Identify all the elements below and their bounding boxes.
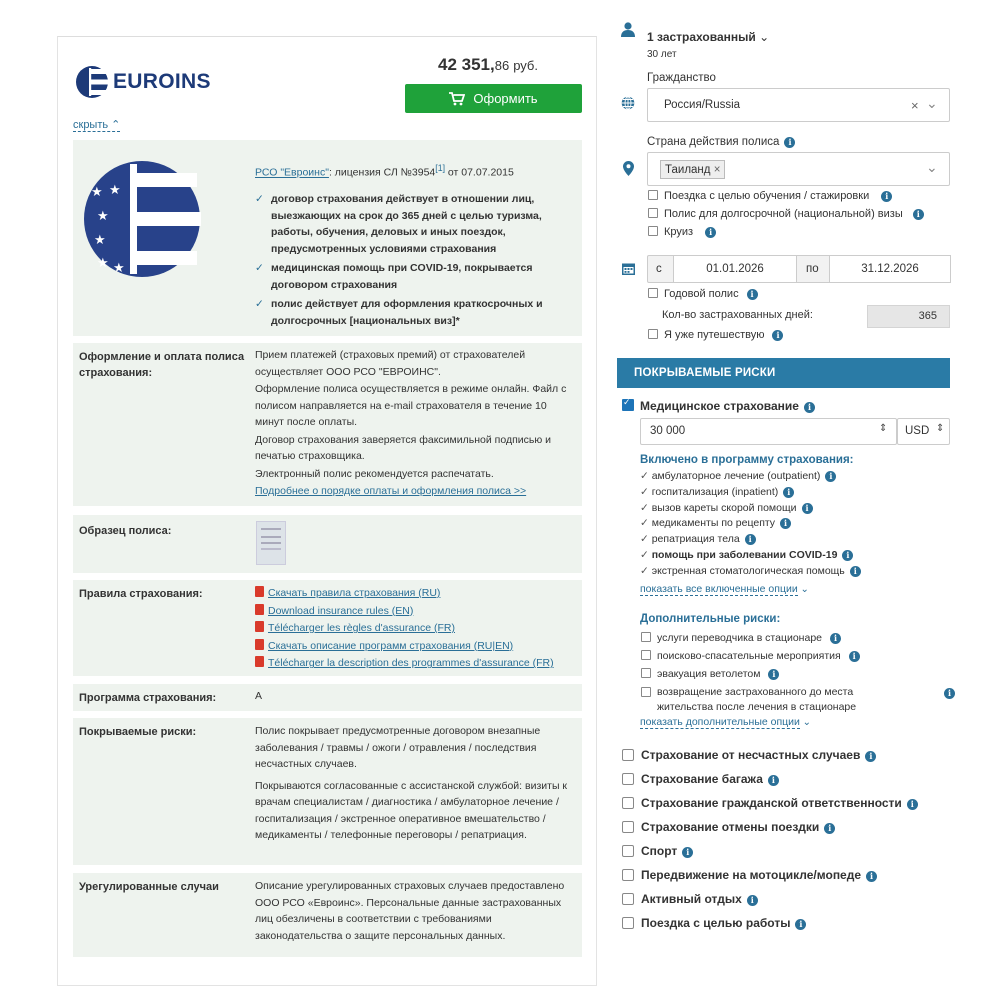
included-text: экстренная стоматологическая помощь xyxy=(651,564,845,577)
payment-p4: Электронный полис рекомендуется распечатать. xyxy=(255,467,494,480)
checkbox[interactable] xyxy=(622,821,634,833)
license-sup[interactable]: [1] xyxy=(435,163,445,173)
included-list xyxy=(640,469,861,580)
info-icon[interactable]: i xyxy=(705,227,716,238)
checkbox[interactable] xyxy=(648,226,658,236)
chevron-up-icon: ⌃ xyxy=(111,119,121,131)
currency-value: USD xyxy=(905,425,930,437)
risk-option[interactable] xyxy=(622,887,918,911)
svg-text:★: ★ xyxy=(109,183,121,198)
payment-row xyxy=(73,343,582,506)
claims-row xyxy=(73,873,582,957)
sample-row xyxy=(73,515,582,573)
days-label: Кол-во застрахованных дней: xyxy=(662,309,813,321)
risk-option[interactable] xyxy=(622,911,918,935)
sum-value: 30 000 xyxy=(650,425,686,437)
included-item xyxy=(640,532,861,548)
info-icon[interactable]: i xyxy=(783,487,794,498)
risks-text xyxy=(255,723,575,845)
additional-text: возвращение застрахованного до места жительства после лечения в стационаре xyxy=(657,686,857,713)
company-row xyxy=(73,140,582,336)
info-icon[interactable]: i xyxy=(907,799,918,810)
rules-label: Правила страхования: xyxy=(79,588,203,600)
risk-label: Страхование отмены поездки xyxy=(641,820,820,834)
country-tag[interactable] xyxy=(660,160,725,179)
option-study[interactable] xyxy=(648,190,892,202)
citizenship-label: Гражданство xyxy=(647,72,716,84)
payment-p3: Договор страхования заверяется факсимильной подписью и печатью страховщика. xyxy=(255,433,551,462)
risks-label: Покрываемые риски: xyxy=(79,726,197,738)
info-icon[interactable]: i xyxy=(913,209,924,220)
claims-label: Урегулированные случаи xyxy=(79,881,219,893)
program-value: А xyxy=(255,690,263,702)
country-select[interactable] xyxy=(647,152,950,186)
rules-link[interactable]: Скачать правила страхования (RU) xyxy=(268,587,441,599)
offer-card xyxy=(57,36,597,986)
checkbox[interactable] xyxy=(622,917,634,929)
buy-button-label: Оформить xyxy=(473,91,538,106)
info-icon[interactable]: i xyxy=(747,289,758,300)
pdf-icon xyxy=(255,639,264,650)
other-risks-list xyxy=(622,743,918,935)
chevron-down-icon: ⌄ xyxy=(797,584,809,595)
rules-link[interactable]: Скачать описание программ страхования (RU|EN) xyxy=(268,639,514,652)
option-study-label: Поездка с целью обучения / стажировки xyxy=(664,190,870,202)
claims-text: Описание урегулированных страховых случаев предоставлено ООО РСО «Евроинс». Персональные данные застрахованных лиц обезличены в соответствии с требованиями законодательства о защите персональных данных. xyxy=(255,880,565,942)
additional-item[interactable] xyxy=(641,665,906,683)
insured-age: 30 лет xyxy=(647,49,677,60)
risks-header: ПОКРЫВАЕМЫЕ РИСКИ xyxy=(617,358,950,388)
date-to-input[interactable]: 31.12.2026 xyxy=(829,255,951,283)
info-icon[interactable]: i xyxy=(944,688,955,699)
chevron-down-icon: ⌄ xyxy=(759,30,770,44)
risk-option[interactable] xyxy=(622,839,918,863)
risk-option[interactable] xyxy=(622,815,918,839)
svg-text:★: ★ xyxy=(113,261,125,276)
program-label: Программа страхования: xyxy=(79,692,217,704)
included-text: амбулаторное лечение (outpatient) xyxy=(651,470,821,482)
risk-label: Активный отдых xyxy=(641,892,742,906)
hide-link[interactable] xyxy=(73,119,120,132)
calendar-icon xyxy=(622,262,635,275)
feature-item: ✓ медицинская помощь при COVID-19, покрывается договором страхования xyxy=(255,260,575,293)
risk-label: Передвижение на мотоцикле/мопеде xyxy=(641,868,862,882)
insured-title: 1 застрахованный xyxy=(647,30,756,44)
additional-item[interactable] xyxy=(641,629,906,647)
risk-option[interactable] xyxy=(622,863,918,887)
risk-label: Страхование от несчастных случаев xyxy=(641,748,861,762)
checkbox[interactable] xyxy=(622,797,634,809)
country-label xyxy=(647,136,795,148)
additional-item[interactable] xyxy=(641,683,952,715)
option-cruise[interactable] xyxy=(648,226,716,238)
clear-icon[interactable]: × xyxy=(911,98,919,113)
license-date: от 07.07.2015 xyxy=(445,166,514,179)
show-additional-link[interactable] xyxy=(640,716,811,728)
insured-dropdown[interactable] xyxy=(647,30,769,44)
info-icon[interactable]: i xyxy=(768,669,779,680)
risks-p2: Покрываются согласованные с ассистанской службой: визиты к врачам специалистам / диагностика / амбулаторное лечение / госпитализация / экстренное оперативное вмешательство / медикаменты / телефонные переговоры / репатриация. xyxy=(255,779,568,841)
additional-title: Дополнительные риски: xyxy=(640,613,781,625)
search-form xyxy=(617,0,957,977)
info-icon[interactable]: i xyxy=(865,751,876,762)
license-text: : лицензия СЛ №3954 xyxy=(328,166,436,179)
show-additional-label: показать дополнительные опции xyxy=(640,716,800,728)
date-to-label: по xyxy=(806,263,819,275)
risk-option[interactable] xyxy=(622,791,918,815)
option-traveling[interactable] xyxy=(648,329,783,341)
days-value: 365 xyxy=(867,305,950,328)
risk-label: Поездка с целью работы xyxy=(641,916,791,930)
included-item xyxy=(640,501,861,517)
info-icon[interactable]: i xyxy=(825,471,836,482)
included-item xyxy=(640,469,861,485)
info-icon[interactable]: i xyxy=(881,191,892,202)
additional-text: услуги переводчика в стационаре xyxy=(657,632,823,644)
euroins-logo-icon xyxy=(75,65,109,99)
info-icon[interactable]: i xyxy=(842,550,853,561)
price xyxy=(438,55,538,75)
checkbox[interactable] xyxy=(648,208,658,218)
pdf-icon xyxy=(255,604,264,615)
checkbox[interactable] xyxy=(648,190,658,200)
chevron-down-icon[interactable]: ⌄ xyxy=(926,95,938,111)
price-currency: руб. xyxy=(513,58,538,73)
info-icon[interactable]: i xyxy=(682,847,693,858)
feature-item: ✓ полис действует для оформления краткосрочных и долгосрочных [национальных виз]* xyxy=(255,296,575,329)
license-link[interactable]: РСО "Евроинс" xyxy=(255,166,329,179)
info-icon[interactable]: i xyxy=(772,330,783,341)
risk-label: Страхование гражданской ответственности xyxy=(641,796,902,810)
option-longterm[interactable] xyxy=(648,208,924,220)
info-icon[interactable]: i xyxy=(830,633,841,644)
included-item xyxy=(640,564,861,580)
risk-option[interactable] xyxy=(622,743,918,767)
currency-select[interactable] xyxy=(897,418,950,445)
included-item xyxy=(640,516,861,532)
checkbox[interactable] xyxy=(648,329,658,339)
included-text: госпитализация (inpatient) xyxy=(651,485,779,498)
price-kop: 86 xyxy=(494,58,510,73)
sample-label: Образец полиса: xyxy=(79,525,172,537)
pdf-icon xyxy=(255,621,264,632)
pdf-icon xyxy=(255,656,264,667)
option-annual[interactable] xyxy=(648,288,758,300)
info-icon[interactable]: i xyxy=(802,503,813,514)
payment-details-link[interactable]: Подробнее о порядке оплаты и оформления полиса >> xyxy=(255,485,527,497)
risk-label: Страхование багажа xyxy=(641,772,763,786)
info-icon[interactable]: i xyxy=(795,919,806,930)
price-main: 42 351, xyxy=(438,55,495,74)
medical-insurance-option[interactable] xyxy=(622,399,815,413)
additional-item[interactable] xyxy=(641,647,906,665)
checkbox[interactable] xyxy=(622,869,634,881)
hide-label: скрыть xyxy=(73,119,109,131)
risks-p1: Полис покрывает предусмотренные договором внезапные заболевания / травмы / ожоги / отравления / последствия несчастных случаев. xyxy=(255,725,541,770)
euroins-logo xyxy=(75,65,211,99)
svg-text:★: ★ xyxy=(94,233,106,248)
traveling-label: Я уже путешествую xyxy=(664,329,765,341)
info-icon[interactable]: i xyxy=(866,871,877,882)
citizenship-value: Россия/Russia xyxy=(664,99,741,111)
risk-option[interactable] xyxy=(622,767,918,791)
show-included-label: показать все включенные опции xyxy=(640,583,798,595)
info-icon[interactable]: i xyxy=(804,402,815,413)
user-icon xyxy=(621,22,635,37)
included-title: Включено в программу страхования: xyxy=(640,454,854,466)
additional-list xyxy=(641,629,952,715)
buy-button[interactable] xyxy=(405,84,582,113)
rules-row xyxy=(73,580,582,676)
option-cruise-label: Круиз xyxy=(664,226,694,238)
svg-text:★: ★ xyxy=(97,256,109,271)
svg-text:★: ★ xyxy=(91,185,103,200)
included-item xyxy=(640,548,861,564)
remove-tag-icon[interactable]: × xyxy=(713,164,721,176)
pdf-icon xyxy=(255,586,264,597)
payment-label: Оформление и оплата полиса страхования: xyxy=(79,351,245,379)
feature-item: ✓ договор страхования действует в отношении лиц, выезжающих на срок до 365 дней с целью туризма, работы, обучения, деловых и иных поездок, предусмотренных условиями страхования xyxy=(255,191,575,257)
info-icon[interactable]: i xyxy=(824,823,835,834)
checkbox[interactable] xyxy=(641,632,651,642)
date-range xyxy=(647,255,950,283)
checkbox[interactable] xyxy=(648,288,658,298)
rules-link[interactable]: Download insurance rules (EN) xyxy=(268,604,414,617)
checkbox-checked[interactable] xyxy=(622,399,634,411)
euroins-big-logo xyxy=(83,160,201,278)
date-from-input[interactable]: 01.01.2026 xyxy=(673,255,797,283)
payment-p2: Оформление полиса осуществляется в режиме онлайн. Файл с полисом направляется на e-mail страхователя в течение 10 минут после оплаты. xyxy=(255,383,567,428)
updown-icon: ⇕ xyxy=(936,423,945,434)
checkbox[interactable] xyxy=(641,668,651,678)
checkbox[interactable] xyxy=(641,687,651,697)
brand-name: EUROINS xyxy=(113,70,211,93)
info-icon[interactable]: i xyxy=(850,566,861,577)
checkbox[interactable] xyxy=(622,773,634,785)
payment-text xyxy=(255,347,575,501)
info-icon[interactable]: i xyxy=(768,775,779,786)
info-icon[interactable]: i xyxy=(849,651,860,662)
cart-icon xyxy=(449,92,465,106)
payment-p1: Прием платежей (страховых премий) от страхователей осуществляет ООО РСО "ЕВРОИНС". xyxy=(255,349,526,378)
chevron-down-icon[interactable]: ⌄ xyxy=(926,159,938,175)
updown-icon: ⇕ xyxy=(879,423,888,434)
checkbox[interactable] xyxy=(641,650,651,660)
globe-icon xyxy=(621,96,635,110)
citizenship-select[interactable] xyxy=(647,88,950,122)
country-label-text: Страна действия полиса xyxy=(647,136,780,148)
sum-select[interactable] xyxy=(640,418,897,445)
risks-row xyxy=(73,718,582,865)
risk-label: Спорт xyxy=(641,844,678,858)
info-icon[interactable]: i xyxy=(747,895,758,906)
included-item xyxy=(640,485,861,501)
additional-text: эвакуация ветолетом xyxy=(657,668,761,680)
rules-link[interactable]: Télécharger les règles d'assurance (FR) xyxy=(268,622,455,635)
license-info xyxy=(255,160,575,332)
checkbox[interactable] xyxy=(622,749,634,761)
included-text: помощь при заболевании COVID-19 xyxy=(651,548,838,561)
chevron-down-icon: ⌄ xyxy=(799,717,812,728)
map-pin-icon xyxy=(623,161,634,176)
features-list xyxy=(255,191,575,329)
policy-sample-thumbnail[interactable] xyxy=(256,521,286,565)
program-row xyxy=(73,684,582,711)
included-text: медикаменты по рецепту xyxy=(651,517,776,530)
included-text: вызов кареты скорой помощи xyxy=(651,501,797,514)
info-icon[interactable]: i xyxy=(784,137,795,148)
option-longterm-label: Полис для долгосрочной (национальной) визы xyxy=(664,208,903,220)
date-from-label: с xyxy=(656,263,662,275)
additional-text: поисково-спасательные мероприятия xyxy=(657,650,841,662)
included-text: репатриация тела xyxy=(651,533,740,546)
svg-text:★: ★ xyxy=(97,209,109,224)
checkbox[interactable] xyxy=(622,845,634,857)
country-tag-label: Таиланд xyxy=(665,164,711,176)
info-icon[interactable]: i xyxy=(780,518,791,529)
checkbox[interactable] xyxy=(622,893,634,905)
rules-link[interactable]: Télécharger la description des programmes d'assurance (FR) xyxy=(268,657,554,670)
rules-links xyxy=(255,585,575,673)
show-included-link[interactable] xyxy=(640,583,809,595)
medical-label: Медицинское страхование xyxy=(640,399,799,413)
annual-label: Годовой полис xyxy=(664,288,739,300)
info-icon[interactable]: i xyxy=(745,534,756,545)
